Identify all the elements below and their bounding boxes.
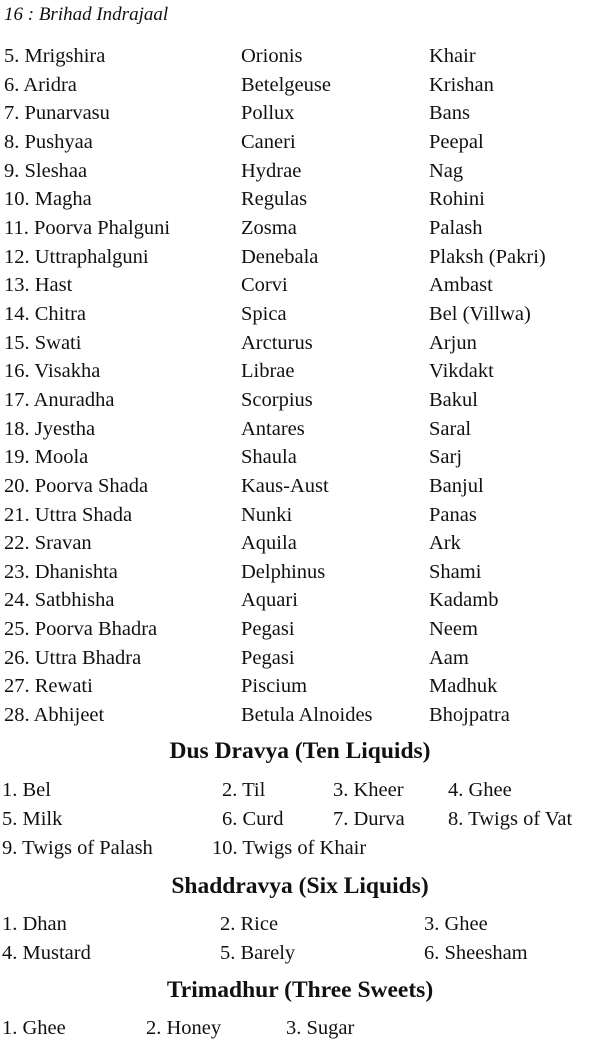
tree-name: Shami [429, 560, 482, 583]
table-row [4, 300, 600, 329]
tree-name: Neem [429, 618, 478, 641]
star-name: Antares [241, 417, 305, 440]
star-name: Aquila [241, 532, 297, 555]
page-header: 16 : Brihad Indrajaal [4, 4, 169, 25]
dus-item: 4. Ghee [448, 779, 512, 801]
nakshatra-name: 24. Satbhisha [4, 589, 115, 612]
tree-name: Nag [429, 159, 464, 182]
table-row [4, 42, 600, 71]
nakshatra-name: 12. Uttraphalguni [4, 245, 149, 268]
tree-name: Bhojpatra [429, 704, 510, 727]
nakshatra-name: 26. Uttra Bhadra [4, 646, 142, 669]
tree-name: Rohini [429, 188, 485, 211]
star-name: Kaus-Aust [241, 474, 329, 497]
tree-name: Sarj [429, 446, 463, 469]
star-name: Shaula [241, 446, 297, 469]
tree-name: Aam [429, 646, 469, 669]
nakshatra-name: 27. Rewati [4, 675, 93, 698]
nakshatra-name: 5. Mrigshira [4, 45, 106, 67]
table-row [4, 71, 600, 100]
table-row [4, 644, 600, 673]
star-name: Pegasi [241, 618, 295, 641]
table-row [4, 472, 600, 501]
nakshatra-name: 13. Hast [4, 274, 73, 297]
star-name: Nunki [241, 503, 293, 526]
tree-name: Saral [429, 417, 472, 440]
star-name: Pollux [241, 102, 295, 125]
nakshatra-name: 9. Sleshaa [4, 159, 88, 182]
dus-item: 9. Twigs of Palash [2, 837, 153, 859]
trimadhur-heading: Trimadhur (Three Sweets) [166, 977, 434, 1003]
star-name: Librae [241, 360, 295, 383]
dus-dravya-heading: Dus Dravya (Ten Liquids) [169, 738, 431, 764]
tree-name: Banjul [429, 474, 484, 497]
shad-item: 4. Mustard [2, 942, 91, 964]
star-name: Orionis [241, 45, 303, 67]
nakshatra-table [4, 42, 600, 730]
table-row [4, 386, 600, 415]
dus-item: 3. Kheer [333, 779, 404, 801]
nakshatra-name: 18. Jyestha [4, 417, 96, 440]
table-row [4, 329, 600, 358]
star-name: Aquari [241, 589, 298, 612]
shad-item: 2. Rice [220, 913, 279, 935]
tri-item: 3. Sugar [286, 1017, 355, 1039]
shad-item: 3. Ghee [424, 913, 488, 935]
nakshatra-name: 21. Uttra Shada [4, 503, 133, 526]
tree-name: Ambast [429, 274, 493, 297]
tree-name: Panas [429, 503, 477, 526]
nakshatra-name: 20. Poorva Shada [4, 474, 149, 497]
shad-item: 6. Sheesham [424, 942, 528, 964]
tree-name: Krishan [429, 73, 494, 96]
star-name: Caneri [241, 130, 296, 153]
nakshatra-name: 6. Aridra [4, 73, 77, 96]
dus-item: 2. Til [222, 779, 266, 801]
dus-item: 5. Milk [2, 808, 63, 830]
table-row [4, 243, 600, 272]
tree-name: Bans [429, 102, 470, 125]
tree-name: Madhuk [429, 675, 498, 698]
star-name: Denebala [241, 245, 319, 268]
tree-name: Peepal [429, 130, 484, 153]
table-row [4, 586, 600, 615]
dus-item: 6. Curd [222, 808, 284, 830]
nakshatra-name: 11. Poorva Phalguni [4, 216, 171, 239]
shad-item: 5. Barely [220, 942, 296, 964]
shad-item: 1. Dhan [2, 913, 67, 935]
tree-name: Ark [429, 532, 461, 555]
star-name: Scorpius [241, 388, 313, 411]
table-row [4, 157, 600, 186]
tree-name: Vikdakt [429, 360, 494, 383]
star-name: Piscium [241, 675, 308, 698]
nakshatra-name: 22. Sravan [4, 532, 92, 555]
tree-name: Kadamb [429, 589, 499, 612]
table-row [4, 185, 600, 214]
star-name: Pegasi [241, 646, 295, 669]
nakshatra-name: 28. Abhijeet [4, 704, 105, 727]
table-row [4, 558, 600, 587]
dus-item: 10. Twigs of Khair [212, 837, 367, 859]
table-row [4, 529, 600, 558]
nakshatra-name: 10. Magha [4, 188, 92, 211]
star-name: Zosma [241, 216, 297, 239]
tri-item: 1. Ghee [2, 1017, 66, 1039]
star-name: Betelgeuse [241, 73, 331, 96]
tri-item: 2. Honey [146, 1017, 222, 1039]
star-name: Regulas [241, 188, 308, 211]
table-row [4, 701, 600, 730]
nakshatra-name: 16. Visakha [4, 360, 101, 383]
table-row [4, 128, 600, 157]
tree-name: Palash [429, 216, 483, 239]
nakshatra-name: 7. Punarvasu [4, 102, 110, 125]
tree-name: Arjun [429, 331, 477, 354]
star-name: Spica [241, 302, 287, 325]
nakshatra-name: 17. Anuradha [4, 388, 115, 411]
table-row [4, 271, 600, 300]
dus-item: 8. Twigs of Vat [448, 808, 573, 830]
nakshatra-name: 8. Pushyaa [4, 130, 93, 153]
tree-name: Bel (Villwa) [429, 302, 531, 325]
tree-name: Bakul [429, 388, 478, 411]
star-name: Delphinus [241, 560, 326, 583]
table-row [4, 357, 600, 386]
table-row [4, 615, 600, 644]
table-row [4, 415, 600, 444]
nakshatra-name: 14. Chitra [4, 302, 86, 325]
tree-name: Plaksh (Pakri) [429, 245, 546, 268]
dus-item: 7. Durva [333, 808, 405, 830]
table-row [4, 672, 600, 701]
table-row [4, 214, 600, 243]
shaddravya-heading: Shaddravya (Six Liquids) [171, 873, 429, 899]
star-name: Arcturus [241, 331, 313, 354]
tree-name: Khair [429, 45, 476, 67]
star-name: Corvi [241, 274, 288, 297]
nakshatra-name: 25. Poorva Bhadra [4, 618, 158, 641]
nakshatra-name: 15. Swati [4, 331, 82, 354]
table-row [4, 443, 600, 472]
nakshatra-name: 19. Moola [4, 446, 89, 469]
star-name: Hydrae [241, 159, 302, 182]
table-row [4, 501, 600, 530]
star-name: Betula Alnoides [241, 704, 373, 727]
nakshatra-name: 23. Dhanishta [4, 560, 118, 583]
table-row [4, 99, 600, 128]
dus-item: 1. Bel [2, 779, 51, 801]
